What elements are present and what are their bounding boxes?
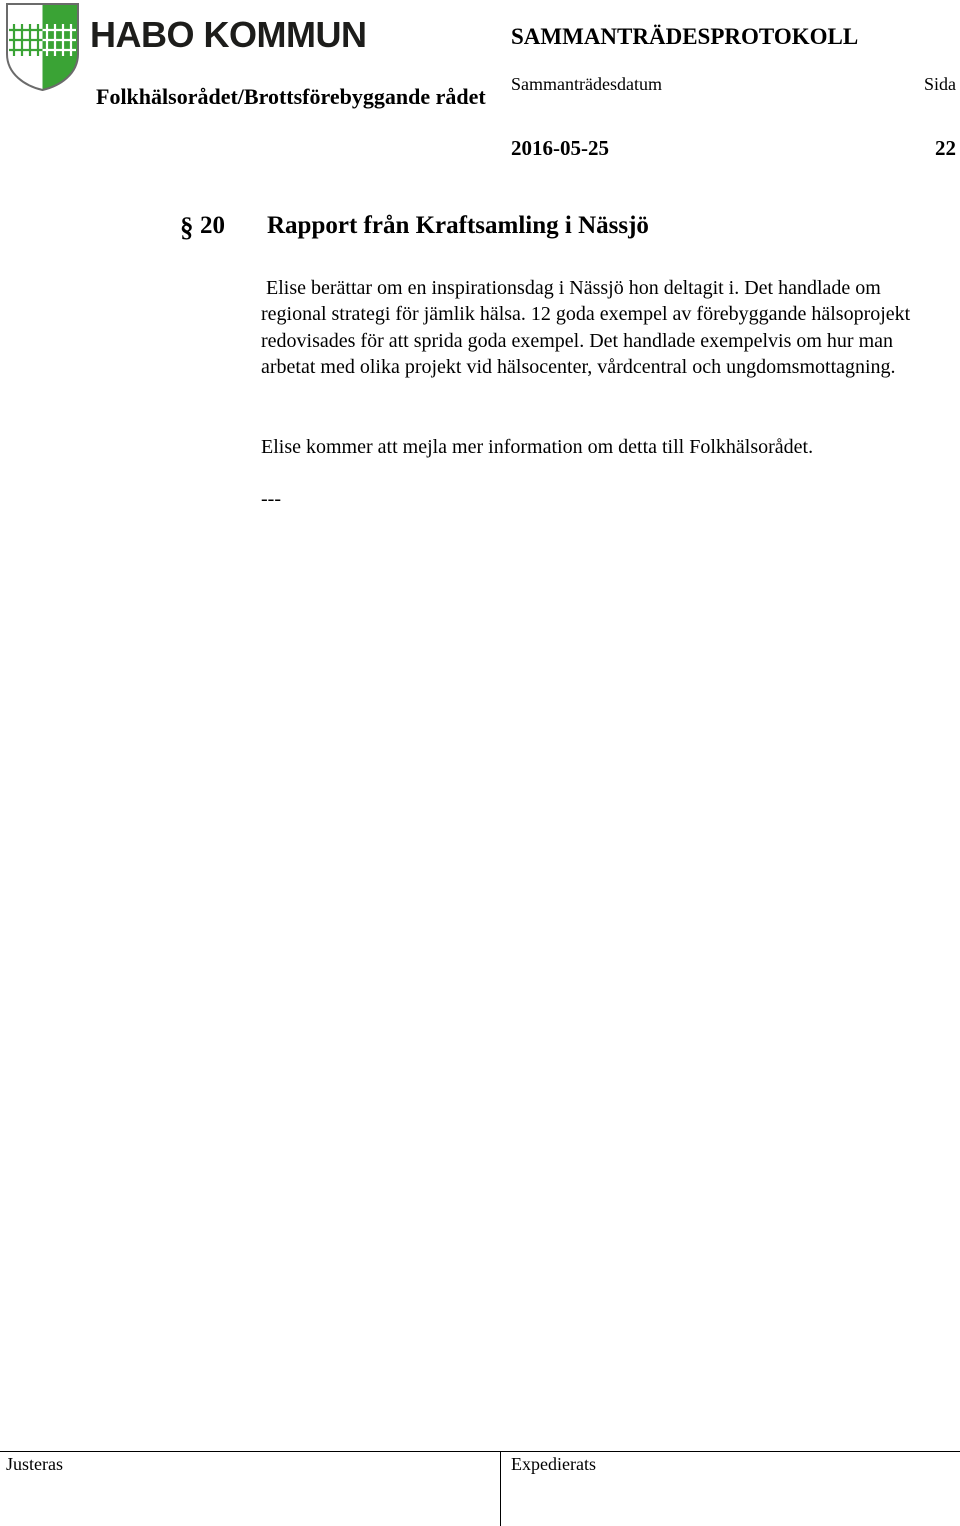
section-number: 20 <box>200 212 225 239</box>
municipal-crest-icon <box>5 2 80 92</box>
document-type: SAMMANTRÄDESPROTOKOLL <box>511 24 859 49</box>
body-paragraph: Elise kommer att mejla mer information om detta till Folkhälsorådet. <box>261 436 814 458</box>
meeting-date-value: 2016-05-25 <box>511 136 609 160</box>
page-label: Sida <box>923 74 956 94</box>
organization-name: HABO KOMMUN <box>90 14 367 55</box>
section-sign: § <box>180 212 194 242</box>
page-number: 22 <box>935 136 956 160</box>
footer-divider <box>500 1451 501 1526</box>
section-title: Rapport från Kraftsamling i Nässjö <box>267 212 649 239</box>
committee-name: Folkhälsorådet/Brottsförebyggande rådet <box>96 84 486 109</box>
body-paragraph: Elise berättar om en inspirationsdag i Nässjö hon deltagit i. Det handlade om regional strategi för jämlik hälsa. 12 goda exempel av förebyggande hälsoprojekt redovisades för att sprida goda exempel. Det handlade exempelvis om hur man arbetat med olika projekt vid hälsocenter, vårdcentral och ungdomsmottagning. <box>261 277 916 378</box>
meeting-date-label: Sammanträdesdatum <box>511 74 662 94</box>
footer-adjusted-label: Justeras <box>6 1454 63 1474</box>
section-separator: --- <box>261 488 281 510</box>
footer-dispatched-label: Expedierats <box>511 1454 596 1474</box>
footer-rule <box>0 1451 960 1452</box>
